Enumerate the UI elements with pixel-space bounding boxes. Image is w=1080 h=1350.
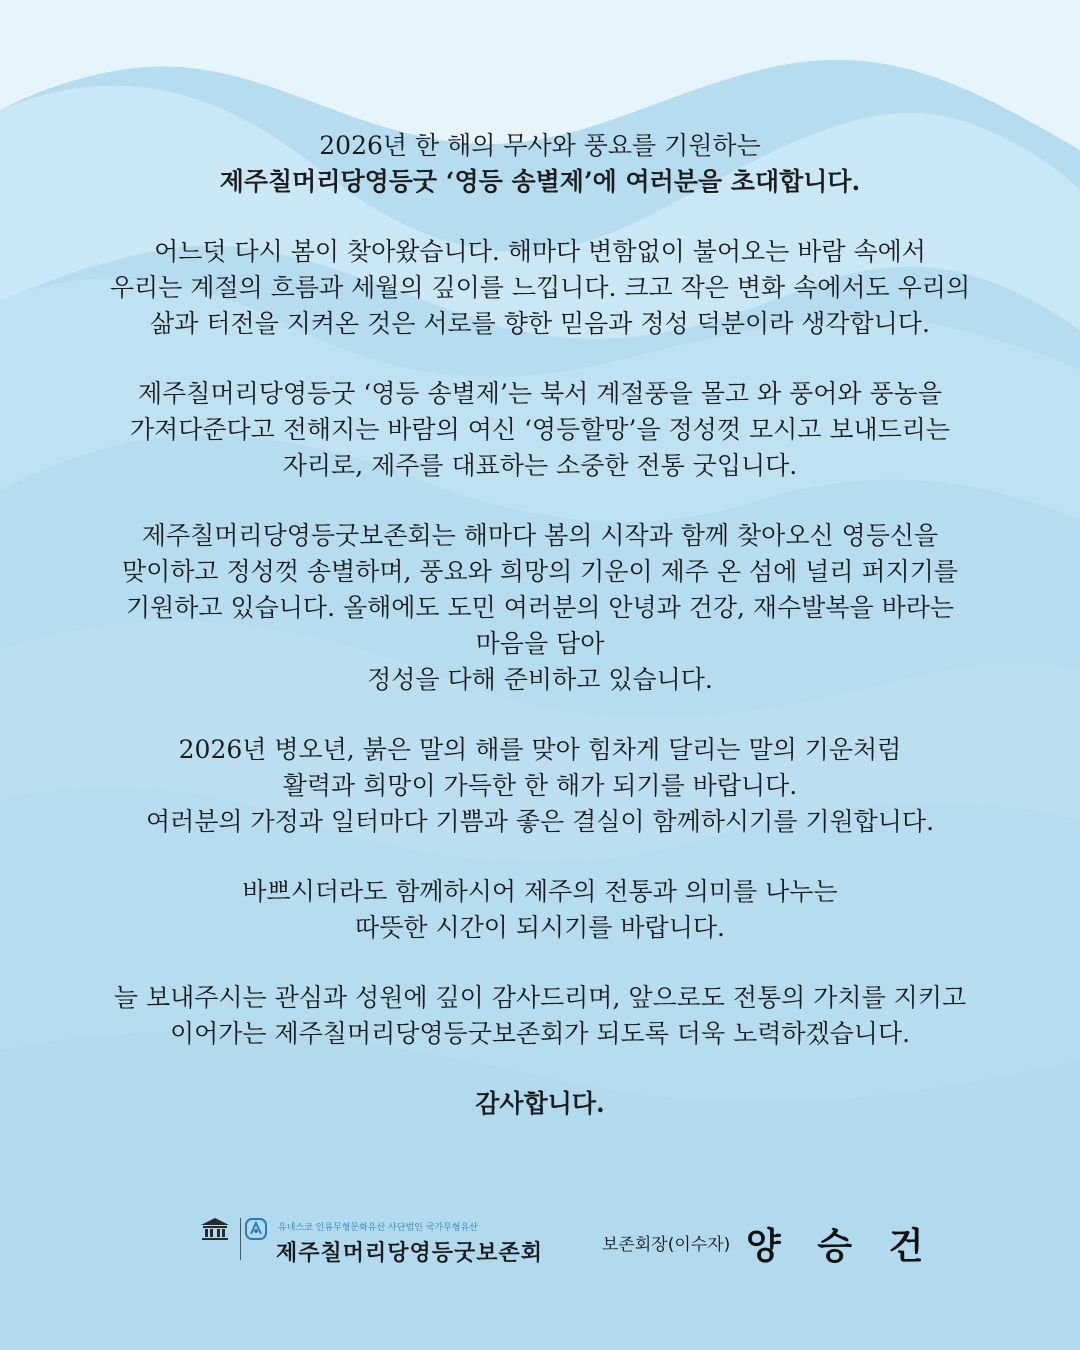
paragraph-line: 정성을 다해 준비하고 있습니다. [367,665,713,694]
paragraph-line: 2026년 병오년, 붉은 말의 해를 맞아 힘차게 달리는 말의 기운처럼 [178,735,902,764]
paragraph-new-year [40,732,1040,840]
signer-role: 보존회장(이수자) [602,1235,731,1255]
closing-text: 감사합니다. [475,1089,605,1118]
intro-headline: 제주칠머리당영등굿 ‘영등 송별제’에 여러분을 초대합니다. [219,167,861,196]
paragraph-line: 어느덧 다시 봄이 찾아왔습니다. 해마다 변함없이 불어오는 바람 속에서 [154,237,926,266]
intro-paragraph [40,128,1040,200]
paragraph-line: 늘 보내주시는 관심과 성원에 깊이 감사드리며, 앞으로도 전통의 가치를 지키고 [113,983,967,1012]
unesco-logo [192,1216,238,1262]
paragraph-line: 이어가는 제주칠머리당영등굿보존회가 되도록 더욱 노력하겠습니다. [169,1019,911,1048]
paragraph-line: 바쁘시더라도 함께하시어 제주의 전통과 의미를 나누는 [242,877,838,906]
intangible-heritage-logo [244,1218,268,1262]
paragraph-line: 제주칠머리당영등굿보존회는 해마다 봄의 시작과 함께 찾아오신 영등신을 [141,521,939,550]
unesco-emblem-icon [200,1216,230,1242]
signer-name: 양 승 건 [746,1225,936,1267]
paragraph-ritual [40,376,1040,484]
paragraph-line: 마음을 담아 [475,629,605,658]
intangible-heritage-icon [245,1218,267,1240]
org-name: 제주칠머리당영등굿보존회 [276,1241,544,1266]
paragraph-thanks [40,980,1040,1052]
paragraph-line: 가져다준다고 전해지는 바람의 여신 ‘영등할망’을 정성껏 모시고 보내드리는 [129,415,951,444]
paragraph-line: 자리로, 제주를 대표하는 소중한 전통 굿입니다. [282,451,798,480]
paragraph-invitation [40,874,1040,946]
intro-line: 2026년 한 해의 무사와 풍요를 기원하는 [319,131,761,160]
paragraph-line: 맞이하고 정성껏 송별하며, 풍요와 희망의 기운이 제주 온 섬에 널리 퍼지기를 [121,557,959,586]
paragraph-society [40,518,1040,698]
logo-divider [240,1218,241,1260]
paragraph-line: 활력과 희망이 가득한 한 해가 되기를 바랍니다. [282,771,798,800]
paragraph-line: 삶과 터전을 지켜온 것은 서로를 향한 믿음과 정성 덕분이라 생각합니다. [150,309,930,338]
closing [40,1086,1040,1122]
invitation-letter [40,128,1040,1156]
paragraph-line: 기원하고 있습니다. 올해에도 도민 여러분의 안녕과 건강, 재수발복을 바라는 [125,593,955,622]
paragraph-spring [40,234,1040,342]
org-subtitle: 유네스코 인류무형문화유산 사단법인 국가무형유산 [278,1223,478,1233]
footer-signature-block [0,1212,1080,1272]
paragraph-line: 제주칠머리당영등굿 ‘영등 송별제’는 북서 계절풍을 몰고 와 풍어와 풍농을 [138,379,942,408]
paragraph-line: 여러분의 가정과 일터마다 기쁨과 좋은 결실이 함께하시기를 기원합니다. [145,807,935,836]
paragraph-line: 따뜻한 시간이 되시기를 바랍니다. [355,913,725,942]
paragraph-line: 우리는 계절의 흐름과 세월의 깊이를 느낍니다. 크고 작은 변화 속에서도 우리의 [109,273,971,302]
